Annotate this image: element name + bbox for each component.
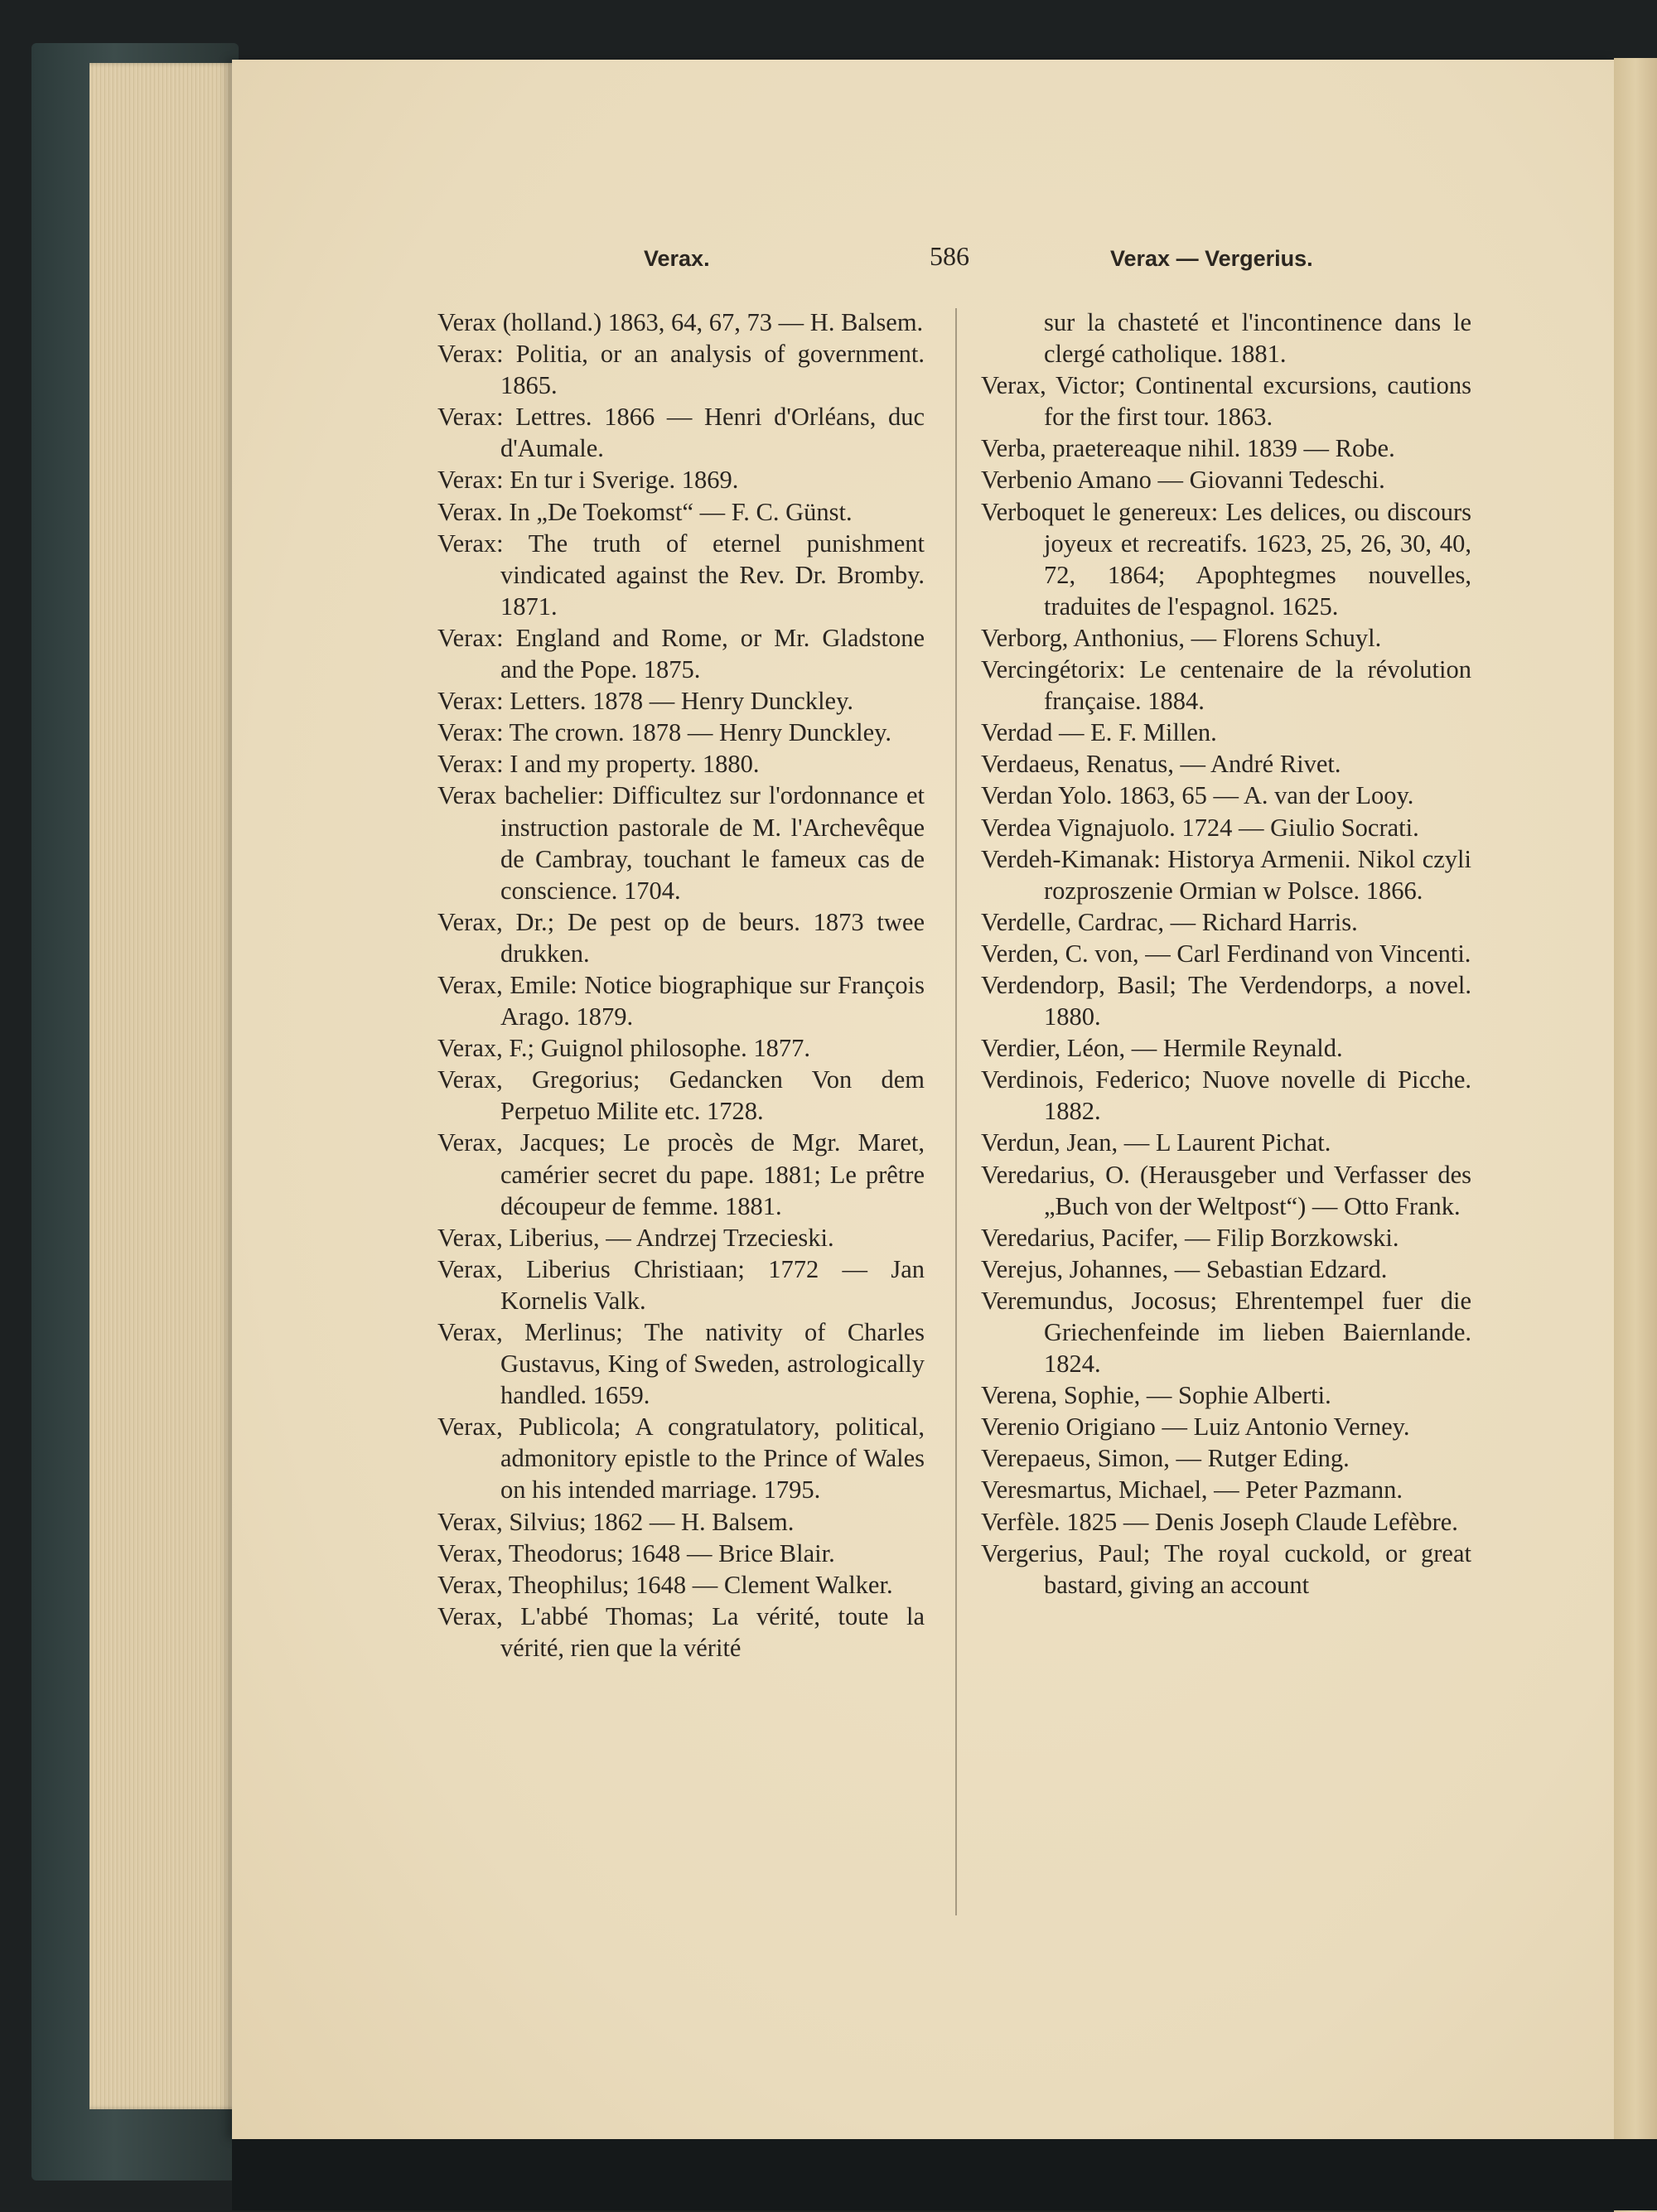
entry: Verepaeus, Simon, — Rutger Eding.	[981, 1444, 1350, 1473]
entry: Verdea Vignajuolo. 1724 — Giulio Socrati.	[981, 813, 1419, 842]
entry: Veresmartus, Michael, — Peter Pazmann.	[981, 1475, 1403, 1504]
entry: Verax: Lettres. 1866 — Henri d'Orléans, duc d'Aumale.	[437, 403, 925, 463]
entry: Verax, Dr.; De pest op de beurs. 1873 twee drukken.	[437, 907, 925, 968]
facing-page-edge	[1614, 58, 1657, 2212]
entry: Verax: Letters. 1878 — Henry Dunckley.	[437, 687, 853, 716]
entry: Verax: England and Rome, or Mr. Gladstone and the Pope. 1875.	[437, 623, 925, 684]
entry: Verax: En tur i Sverige. 1869.	[437, 466, 739, 495]
entry: Vercingétorix: Le centenaire de la révolution française. 1884.	[981, 655, 1471, 716]
entry: Verdun, Jean, — L Laurent Pichat.	[981, 1128, 1331, 1157]
entry: Verdeh-Kimanak: Historya Armenii. Nikol czyli rozproszenie Ormian w Polsce. 1866.	[981, 844, 1471, 905]
right-column	[981, 307, 1471, 1601]
entry: Verba, praetereaque nihil. 1839 — Robe.	[981, 434, 1395, 463]
running-head-left: Verax.	[644, 246, 710, 271]
background-shadow	[232, 2139, 1657, 2210]
left-column	[437, 307, 925, 1664]
entry: Verdaeus, Renatus, — André Rivet.	[981, 750, 1341, 779]
entry: Verfèle. 1825 — Denis Joseph Claude Lefèbre.	[981, 1507, 1458, 1536]
entry: Verborg, Anthonius, — Florens Schuyl.	[981, 623, 1382, 652]
entry: Verdelle, Cardrac, — Richard Harris.	[981, 907, 1358, 936]
entry: Veredarius, O. (Herausgeber und Verfasser des „Buch von der Weltpost“) — Otto Frank.	[981, 1160, 1471, 1220]
entry: Verenio Origiano — Luiz Antonio Verney.	[981, 1413, 1410, 1442]
entry: Verax, Liberius Christiaan; 1772 — Jan Kornelis Valk.	[437, 1254, 925, 1315]
entry: Verena, Sophie, — Sophie Alberti.	[981, 1381, 1331, 1410]
entry: Verax (holland.) 1863, 64, 67, 73 — H. Balsem.	[437, 308, 924, 336]
entry: Verbenio Amano — Giovanni Tedeschi.	[981, 466, 1385, 495]
entry: Verax, L'abbé Thomas; La vérité, toute la vérité, rien que la vérité	[437, 1601, 925, 1662]
entry: Verdendorp, Basil; The Verdendorps, a novel. 1880.	[981, 970, 1471, 1031]
entry: Verax, Liberius, — Andrzej Trzecieski.	[437, 1223, 834, 1252]
entry: Verax, Gregorius; Gedancken Von dem Perpetuo Milite etc. 1728.	[437, 1065, 925, 1126]
entry: Verden, C. von, — Carl Ferdinand von Vincenti.	[981, 939, 1471, 968]
entry: Verax. In „De Toekomst“ — F. C. Günst.	[437, 497, 853, 526]
entry: Verax, F.; Guignol philosophe. 1877.	[437, 1034, 810, 1063]
column-divider	[955, 308, 957, 1915]
entry: Verax, Silvius; 1862 — H. Balsem.	[437, 1507, 795, 1536]
entry: Verdinois, Federico; Nuove novelle di Picche. 1882.	[981, 1065, 1471, 1126]
entry: Vergerius, Paul; The royal cuckold, or great bastard, giving an account	[981, 1538, 1471, 1599]
entry: Verax: Politia, or an analysis of government. 1865.	[437, 340, 925, 400]
entry: Verboquet le genereux: Les delices, ou discours joyeux et recreatifs. 1623, 25, 26, 30, 40, 72, 1864; Apophtegmes nouvelles, traduites de l'espagnol. 1625.	[981, 497, 1471, 621]
entry-continuation: sur la chasteté et l'incontinence dans le clergé catholique. 1881.	[1044, 308, 1471, 369]
entry: Veremundus, Jocosus; Ehrentempel fuer die Griechenfeinde im lieben Baiernlande. 1824.	[981, 1286, 1471, 1379]
entry: Verax bachelier: Difficultez sur l'ordonnance et instruction pastorale de M. l'Archevêque de Cambray, touchant le fameux cas de conscience. 1704.	[437, 781, 925, 905]
entry: Verax, Jacques; Le procès de Mgr. Maret, camérier secret du pape. 1881; Le prêtre découpeur de femme. 1881.	[437, 1128, 925, 1220]
page-number: 586	[930, 241, 969, 271]
entry: Verax: The crown. 1878 — Henry Dunckley.	[437, 718, 892, 747]
entry: Verax, Theodorus; 1648 — Brice Blair.	[437, 1538, 835, 1567]
entry: Verdier, Léon, — Hermile Reynald.	[981, 1034, 1343, 1063]
entry: Verdad — E. F. Millen.	[981, 718, 1217, 747]
entry: Verax, Victor; Continental excursions, cautions for the first tour. 1863.	[981, 371, 1471, 432]
entry: Verax, Theophilus; 1648 — Clement Walker.	[437, 1570, 893, 1599]
entry: Verdan Yolo. 1863, 65 — A. van der Looy.	[981, 781, 1414, 810]
entry: Verejus, Johannes, — Sebastian Edzard.	[981, 1254, 1388, 1283]
page-edges	[89, 63, 239, 2109]
entry: Verax: I and my property. 1880.	[437, 750, 760, 779]
running-head-right: Verax — Vergerius.	[1110, 246, 1313, 271]
entry: Verax, Emile: Notice biographique sur François Arago. 1879.	[437, 970, 925, 1031]
entry: Verax, Merlinus; The nativity of Charles Gustavus, King of Sweden, astrologically handled. 1659.	[437, 1318, 925, 1410]
entry: Verax, Publicola; A congratulatory, political, admonitory epistle to the Prince of Wales on his intended marriage. 1795.	[437, 1413, 925, 1504]
entry: Veredarius, Pacifer, — Filip Borzkowski.	[981, 1223, 1399, 1252]
entry: Verax: The truth of eternel punishment vindicated against the Rev. Dr. Bromby. 1871.	[437, 529, 925, 621]
